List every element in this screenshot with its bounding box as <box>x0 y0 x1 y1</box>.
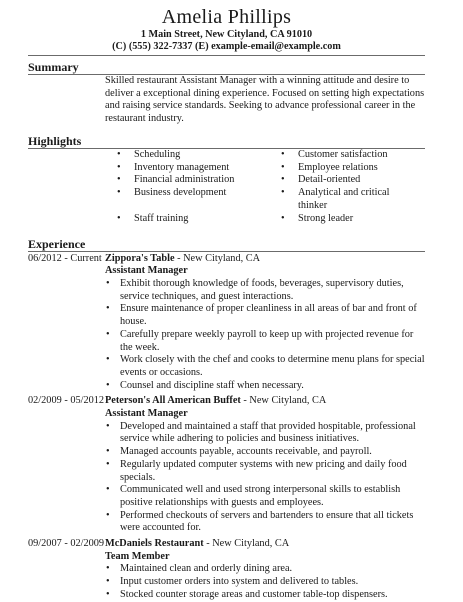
summary-section <box>28 60 425 126</box>
highlight-item: • Staff training <box>117 213 281 226</box>
job-bullet: • Counsel and discipline staff when necessary. <box>105 380 425 393</box>
job-bullets <box>105 278 425 392</box>
contact-line: (C) (555) 322-7337 (E) example-email@example.com <box>112 41 341 52</box>
job-bullet: • Carefully prepare weekly payroll to keep up with projected revenue for the week. <box>105 329 425 354</box>
job-bullet: • Ensure maintenance of proper cleanliness in all areas of bar and front of house. <box>105 303 425 328</box>
job-bullet: • Managed accounts payable, accounts receivable, and payroll. <box>105 446 425 459</box>
company-name: Zippora's Table <box>105 252 175 264</box>
job-dates: 06/2012 - Current <box>28 252 102 264</box>
company-location: - New Cityland, CA <box>203 538 290 550</box>
job-entry <box>28 538 425 602</box>
highlight-item: • Employee relations <box>281 162 421 175</box>
job-entry <box>28 395 425 535</box>
job-bullet: • Communicated well and used strong interpersonal skills to establish positive relationships with guests and employees. <box>105 484 425 509</box>
experience-section <box>28 237 425 602</box>
highlight-item: • Business development <box>117 187 281 213</box>
highlights-list <box>117 149 425 226</box>
header-divider <box>28 55 425 56</box>
job-bullet: • Stocked counter storage areas and customer table-top dispensers. <box>105 589 425 602</box>
job-bullet: • Performed checkouts of servers and bartenders to ensure that all tickets were accounted for. <box>105 510 425 535</box>
company-location: - New Cityland, CA <box>240 395 327 407</box>
job-bullet: • Input customer orders into system and delivered to tables. <box>105 576 425 589</box>
job-bullet: • Maintained clean and orderly dining area. <box>105 563 425 576</box>
job-bullet: • Exhibit thorough knowledge of foods, beverages, supervisory duties, service techniques, and guest interactions. <box>105 278 425 303</box>
job-bullets <box>105 421 425 535</box>
job-bullet: • Developed and maintained a staff that provided hospitable, professional service while adhering to policies and business initiatives. <box>105 421 425 446</box>
highlights-heading: Highlights <box>28 133 82 148</box>
candidate-name: Amelia Phillips <box>161 6 292 28</box>
company-name: McDaniels Restaurant <box>105 538 204 550</box>
highlight-item: • Strong leader <box>281 213 421 226</box>
job-entry <box>28 253 425 393</box>
job-title: Assistant Manager <box>105 265 188 277</box>
job-bullet: • Regularly updated computer systems with new pricing and daily food specials. <box>105 459 425 484</box>
highlight-item: • Detail-oriented <box>281 174 421 187</box>
highlight-item: • Scheduling <box>117 149 281 162</box>
summary-text: Skilled restaurant Assistant Manager with a winning attitude and desire to deliver a exceptional dining experience. Focused on setting high expectations and raising service standards. Seeking to advance professional career in the restaurant industry. <box>105 75 425 125</box>
highlights-section <box>28 134 425 226</box>
experience-heading: Experience <box>28 236 86 251</box>
job-title: Team Member <box>105 550 170 562</box>
company-location: - New Cityland, CA <box>174 252 261 264</box>
job-dates: 09/2007 - 02/2009 <box>28 538 105 550</box>
experience-divider <box>28 251 425 252</box>
job-dates: 02/2009 - 05/2012 <box>28 395 105 407</box>
job-title: Assistant Manager <box>105 408 188 420</box>
highlight-item: • Financial administration <box>117 174 281 187</box>
highlight-item: • Analytical and critical thinker <box>281 187 421 213</box>
highlight-item: • Customer satisfaction <box>281 149 421 162</box>
highlight-item: • Inventory management <box>117 162 281 175</box>
summary-heading: Summary <box>28 60 79 74</box>
job-bullets <box>105 563 425 601</box>
address-line: 1 Main Street, New Cityland, CA 91010 <box>140 29 313 40</box>
company-name: Peterson's All American Buffet <box>105 395 241 407</box>
job-bullet: • Work closely with the chef and cooks to determine menu plans for special events or occasions. <box>105 354 425 379</box>
